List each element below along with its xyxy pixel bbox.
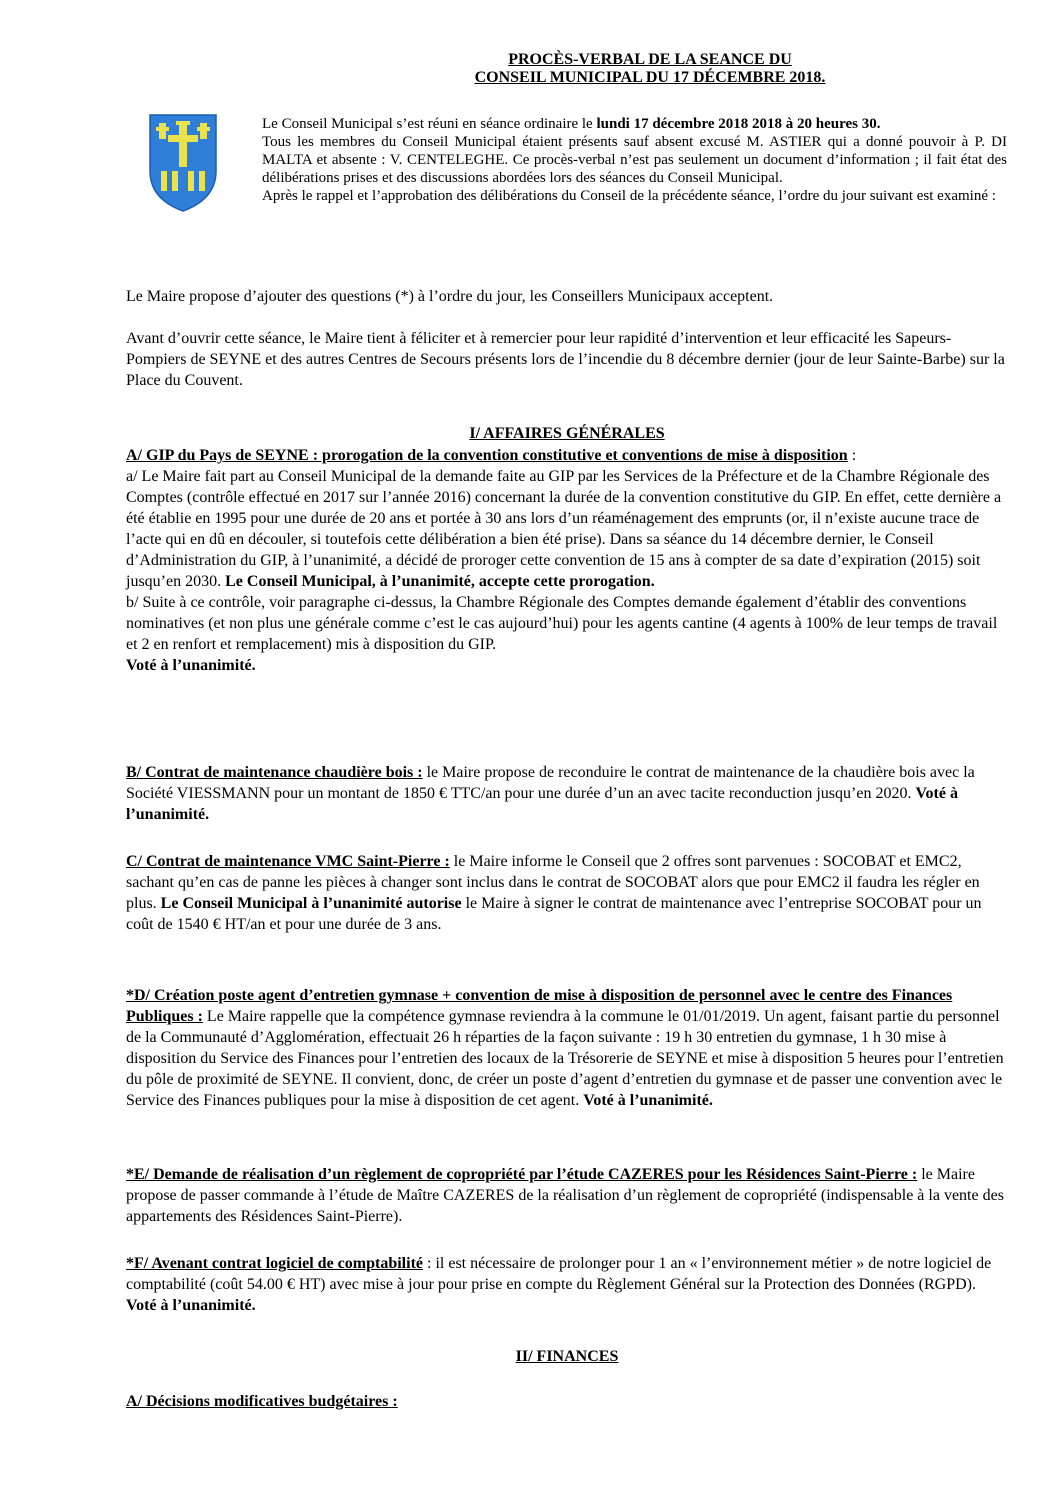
intro-agenda: Après le rappel et l’approbation des délibérations du Conseil de la précédente séance, l’ordre du jour suivant est examiné : <box>262 188 996 204</box>
item-a-heading: A/ GIP du Pays de SEYNE : prorogation de la convention constitutive et conventions de mise à disposition <box>126 447 848 464</box>
item-f-logiciel: *F/ Avenant contrat logiciel de comptabilité : il est nécessaire de prolonger pour 1 an « l’environnement métier » de notre logiciel de comptabilité (coût 54.00 € HT) avec mise à jour pour prise en compte du Règlement Général sur la Protection des Données (RGPD). Voté à l’unanimité. <box>126 1255 992 1314</box>
item-d-gymnase: *D/ Création poste agent d’entretien gymnase + convention de mise à disposition de personnel avec le centre des Finances Publiques : Le Maire rappelle que la compétence gymnase reviendra à la commune le 01/01/2019. Un agent, faisant partie du personnel de la Communauté d’Agglomération, effectuait 26 h réparties de la façon suivante : 19 h 30 entretien du gymnase, 1 h 30 mise à disposition du Service des Finances pour l’entretien des locaux de la Trésorerie de SEYNE et mise à disposition 5 heures pour l’entretien du pôle de proximité de SEYNE. Il convient, donc, de créer un poste d’agent d’entretien du gymnase et de passer une convention avec le Service des Finances publiques pour la mise à disposition de cet agent. Voté à l’unanimité. <box>126 987 1004 1109</box>
finances-item-a <box>126 1391 1008 1412</box>
item-d-heading: *D/ Création poste agent d’entretien gymnase + convention de mise à disposition de personnel avec le centre des Finances Publiques : <box>126 987 953 1025</box>
intro-attendance: Tous les membres du Conseil Municipal étaient présents sauf absent excusé M. ASTIER qui a donné pouvoir à P. DI MALTA et absente : V. CENTELEGHE. Ce procès-verbal n’est pas seulement un document d’information ; il fait état des délibérations prises et des discussions abordées lors des séances du Conseil Municipal. <box>262 134 1007 186</box>
item-a-vote: Voté à l’unanimité. <box>126 657 256 674</box>
item-c-vmc: C/ Contrat de maintenance VMC Saint-Pierre : le Maire informe le Conseil que 2 offres sont parvenues : SOCOBAT et EMC2, sachant qu’en cas de panne les pièces à changer sont inclus dans le contrat de SOCOBAT alors que pour EMC2 il faudra les régler en plus. Le Conseil Municipal à l’unanimité autorise le Maire à signer le contrat de maintenance avec l’entreprise SOCOBAT pour un coût de 1540 € HT/an et pour une durée de 3 ans. <box>126 853 982 933</box>
section-affaires-generales: I/ AFFAIRES GÉNÉRALES <box>469 425 665 442</box>
section-finances: II/ FINANCES <box>515 1348 619 1365</box>
item-e-copropriete: *E/ Demande de réalisation d’un règlement de copropriété par l’étude CAZERES pour les Résidences Saint-Pierre : le Maire propose de passer commande à l’étude de Maître CAZERES de la réalisation d’un règlement de copropriété (indispensable à la vente des appartements des Résidences Saint-Pierre). <box>126 1166 1004 1225</box>
finances-item-a-heading: A/ Décisions modificatives budgétaires : <box>126 1393 398 1410</box>
item-f-heading: *F/ Avenant contrat logiciel de comptabilité <box>126 1255 423 1272</box>
para-questions: Le Maire propose d’ajouter des questions (*) à l’ordre du jour, les Conseillers Municipaux acceptent. <box>126 288 774 305</box>
coat-of-arms-icon <box>148 113 218 213</box>
document-title-line2: CONSEIL MUNICIPAL DU 17 DÉCEMBRE 2018. <box>474 69 826 86</box>
item-b-chaudiere: B/ Contrat de maintenance chaudière bois : le Maire propose de reconduire le contrat de maintenance de la chaudière bois avec la Société VIESSMANN pour un montant de 1850 € TTC/an pour une durée d’un an avec tacite reconduction jusqu’en 2020. Voté à l’unanimité. <box>126 764 975 823</box>
item-a-gip: A/ GIP du Pays de SEYNE : prorogation de la convention constitutive et conventions de mise à disposition : a/ Le Maire fait part au Conseil Municipal de la demande faite au GIP par les Services de la Préfecture et de la Chambre Régionale des Comptes (contrôle effectué en 2017 sur l’année 2016) concernant la durée de la convention constitutive du GIP. En effet, cette dernière a été établie en 1995 pour une durée de 20 ans et portée à 30 ans lors d’un réaménagement des emprunts (or, il n’existe aucune trace de l’acte qui en dû en découler, si toutefois cette délibération a bien été prise). Dans sa séance du 14 décembre dernier, le Conseil d’Administration du GIP, à l’unanimité, a décidé de proroger cette convention de 15 ans à compter de sa date d’expiration (2015) soit jusqu’en 2030. Le Conseil Municipal, à l’unanimité, accepte cette prorogation. b/ Suite à ce contrôle, voir paragraphe ci-dessus, la Chambre Régionale des Comptes demande également d’établir des conventions nominatives (et non plus une générale comme c’est le cas aujourd’hui) pour les agents cantine (4 agents à 100% de leur temps de travail et 2 en renfort et remplacement) mis à disposition du GIP. Voté à l’unanimité. <box>126 445 1008 676</box>
intro-block <box>262 115 1007 205</box>
item-c-heading: C/ Contrat de maintenance VMC Saint-Pierre : <box>126 853 450 870</box>
para-pompiers: Avant d’ouvrir cette séance, le Maire tient à féliciter et à remercier pour leur rapidité d’intervention et leur efficacité les Sapeurs-Pompiers de SEYNE et des autres Centres de Secours présents lors de l’incendie du 8 décembre dernier (jour de leur Sainte-Barbe) sur la Place du Couvent. <box>126 330 1005 389</box>
document-title-line1: PROCÈS-VERBAL DE LA SEANCE DU <box>508 51 792 68</box>
item-b-heading: B/ Contrat de maintenance chaudière bois : <box>126 764 423 781</box>
item-e-heading: *E/ Demande de réalisation d’un règlement de copropriété par l’étude CAZERES pour les Résidences Saint-Pierre : <box>126 1166 918 1183</box>
intro-session: Le Conseil Municipal s’est réuni en séance ordinaire le lundi 17 décembre 2018 2018 à 20 heures 30. <box>262 116 881 132</box>
